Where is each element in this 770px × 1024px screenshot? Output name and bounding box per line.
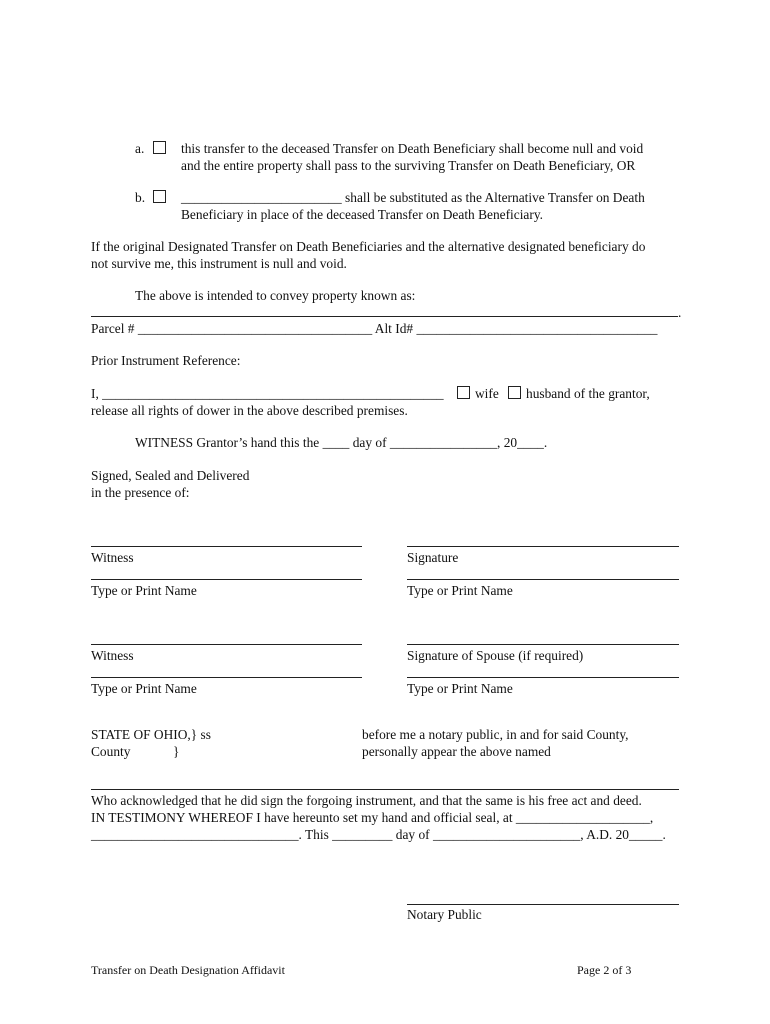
- dower-name-line: I, ___________________________________________________: [91, 386, 444, 401]
- dower-release-text: release all rights of dower in the above described premises.: [91, 403, 408, 418]
- grantor-print-line[interactable]: [407, 579, 679, 580]
- witness2-signature-line[interactable]: [91, 644, 362, 645]
- grantor-signature-line[interactable]: [407, 546, 679, 547]
- notary-public-label: Notary Public: [407, 907, 482, 922]
- notary-signature-line[interactable]: [407, 904, 679, 905]
- convey-text: The above is intended to convey property known as:: [135, 288, 416, 303]
- print-name-label: Type or Print Name: [407, 583, 513, 598]
- witness2-print-line[interactable]: [91, 677, 362, 678]
- witness1-signature-line[interactable]: [91, 546, 362, 547]
- print-name-label: Type or Print Name: [407, 681, 513, 696]
- acknowledgement-line1: Who acknowledged that he did sign the forgoing instrument, and that the same is his free act and deed.: [91, 793, 642, 808]
- witness-date-line: WITNESS Grantor’s hand this the ____ day of ________________, 20____.: [135, 435, 548, 450]
- parcel-line: Parcel # ___________________________________ Alt Id# ____________________________________: [91, 321, 658, 336]
- option-a-line1: this transfer to the deceased Transfer on Death Beneficiary shall become null and void: [181, 141, 644, 156]
- notary-before-line1: before me a notary public, in and for said County,: [362, 727, 629, 742]
- print-name-label: Type or Print Name: [91, 681, 197, 696]
- property-description-line[interactable]: [91, 316, 678, 317]
- signed-line2: in the presence of:: [91, 485, 190, 500]
- print-name-label: Type or Print Name: [91, 583, 197, 598]
- option-b-line2: Beneficiary in place of the deceased Transfer on Death Beneficiary.: [181, 207, 544, 222]
- null-void-line1: If the original Designated Transfer on Death Beneficiaries and the alternative designated beneficiary do: [91, 239, 646, 254]
- state-of-ohio: STATE OF OHIO,} ss: [91, 727, 211, 742]
- option-a-label: a.: [135, 141, 145, 156]
- spouse-print-line[interactable]: [407, 677, 679, 678]
- wife-label: wife: [475, 386, 499, 401]
- option-b-line1: ________________________ shall be substituted as the Alternative Transfer on Death: [181, 190, 645, 205]
- null-void-line2: not survive me, this instrument is null and void.: [91, 256, 347, 271]
- notary-before-line2: personally appear the above named: [362, 744, 551, 759]
- signature-label: Signature: [407, 550, 459, 565]
- wife-checkbox[interactable]: [457, 386, 470, 402]
- county-brace: }: [173, 744, 180, 759]
- spouse-signature-label: Signature of Spouse (if required): [407, 648, 584, 663]
- witness1-print-line[interactable]: [91, 579, 362, 580]
- husband-label: husband of the grantor,: [526, 386, 650, 401]
- convey-period: .: [678, 305, 682, 320]
- named-person-line[interactable]: [91, 789, 679, 790]
- signed-line1: Signed, Sealed and Delivered: [91, 468, 250, 483]
- option-a-checkbox[interactable]: [153, 141, 166, 157]
- option-b-checkbox[interactable]: [153, 190, 166, 206]
- acknowledgement-line3: _______________________________. This _________ day of ______________________, A.D. 20_____.: [91, 827, 666, 842]
- option-b-label: b.: [135, 190, 146, 205]
- witness2-label: Witness: [91, 648, 134, 663]
- option-a-line2: and the entire property shall pass to the surviving Transfer on Death Beneficiary, OR: [181, 158, 636, 173]
- husband-checkbox[interactable]: [508, 386, 521, 402]
- county-label: County: [91, 744, 131, 759]
- prior-instrument-label: Prior Instrument Reference:: [91, 353, 241, 368]
- witness1-label: Witness: [91, 550, 134, 565]
- acknowledgement-line2: IN TESTIMONY WHEREOF I have hereunto set my hand and official seal, at ____________________,: [91, 810, 654, 825]
- page-number: Page 2 of 3: [577, 963, 632, 977]
- footer-title: Transfer on Death Designation Affidavit: [91, 963, 285, 977]
- spouse-signature-line[interactable]: [407, 644, 679, 645]
